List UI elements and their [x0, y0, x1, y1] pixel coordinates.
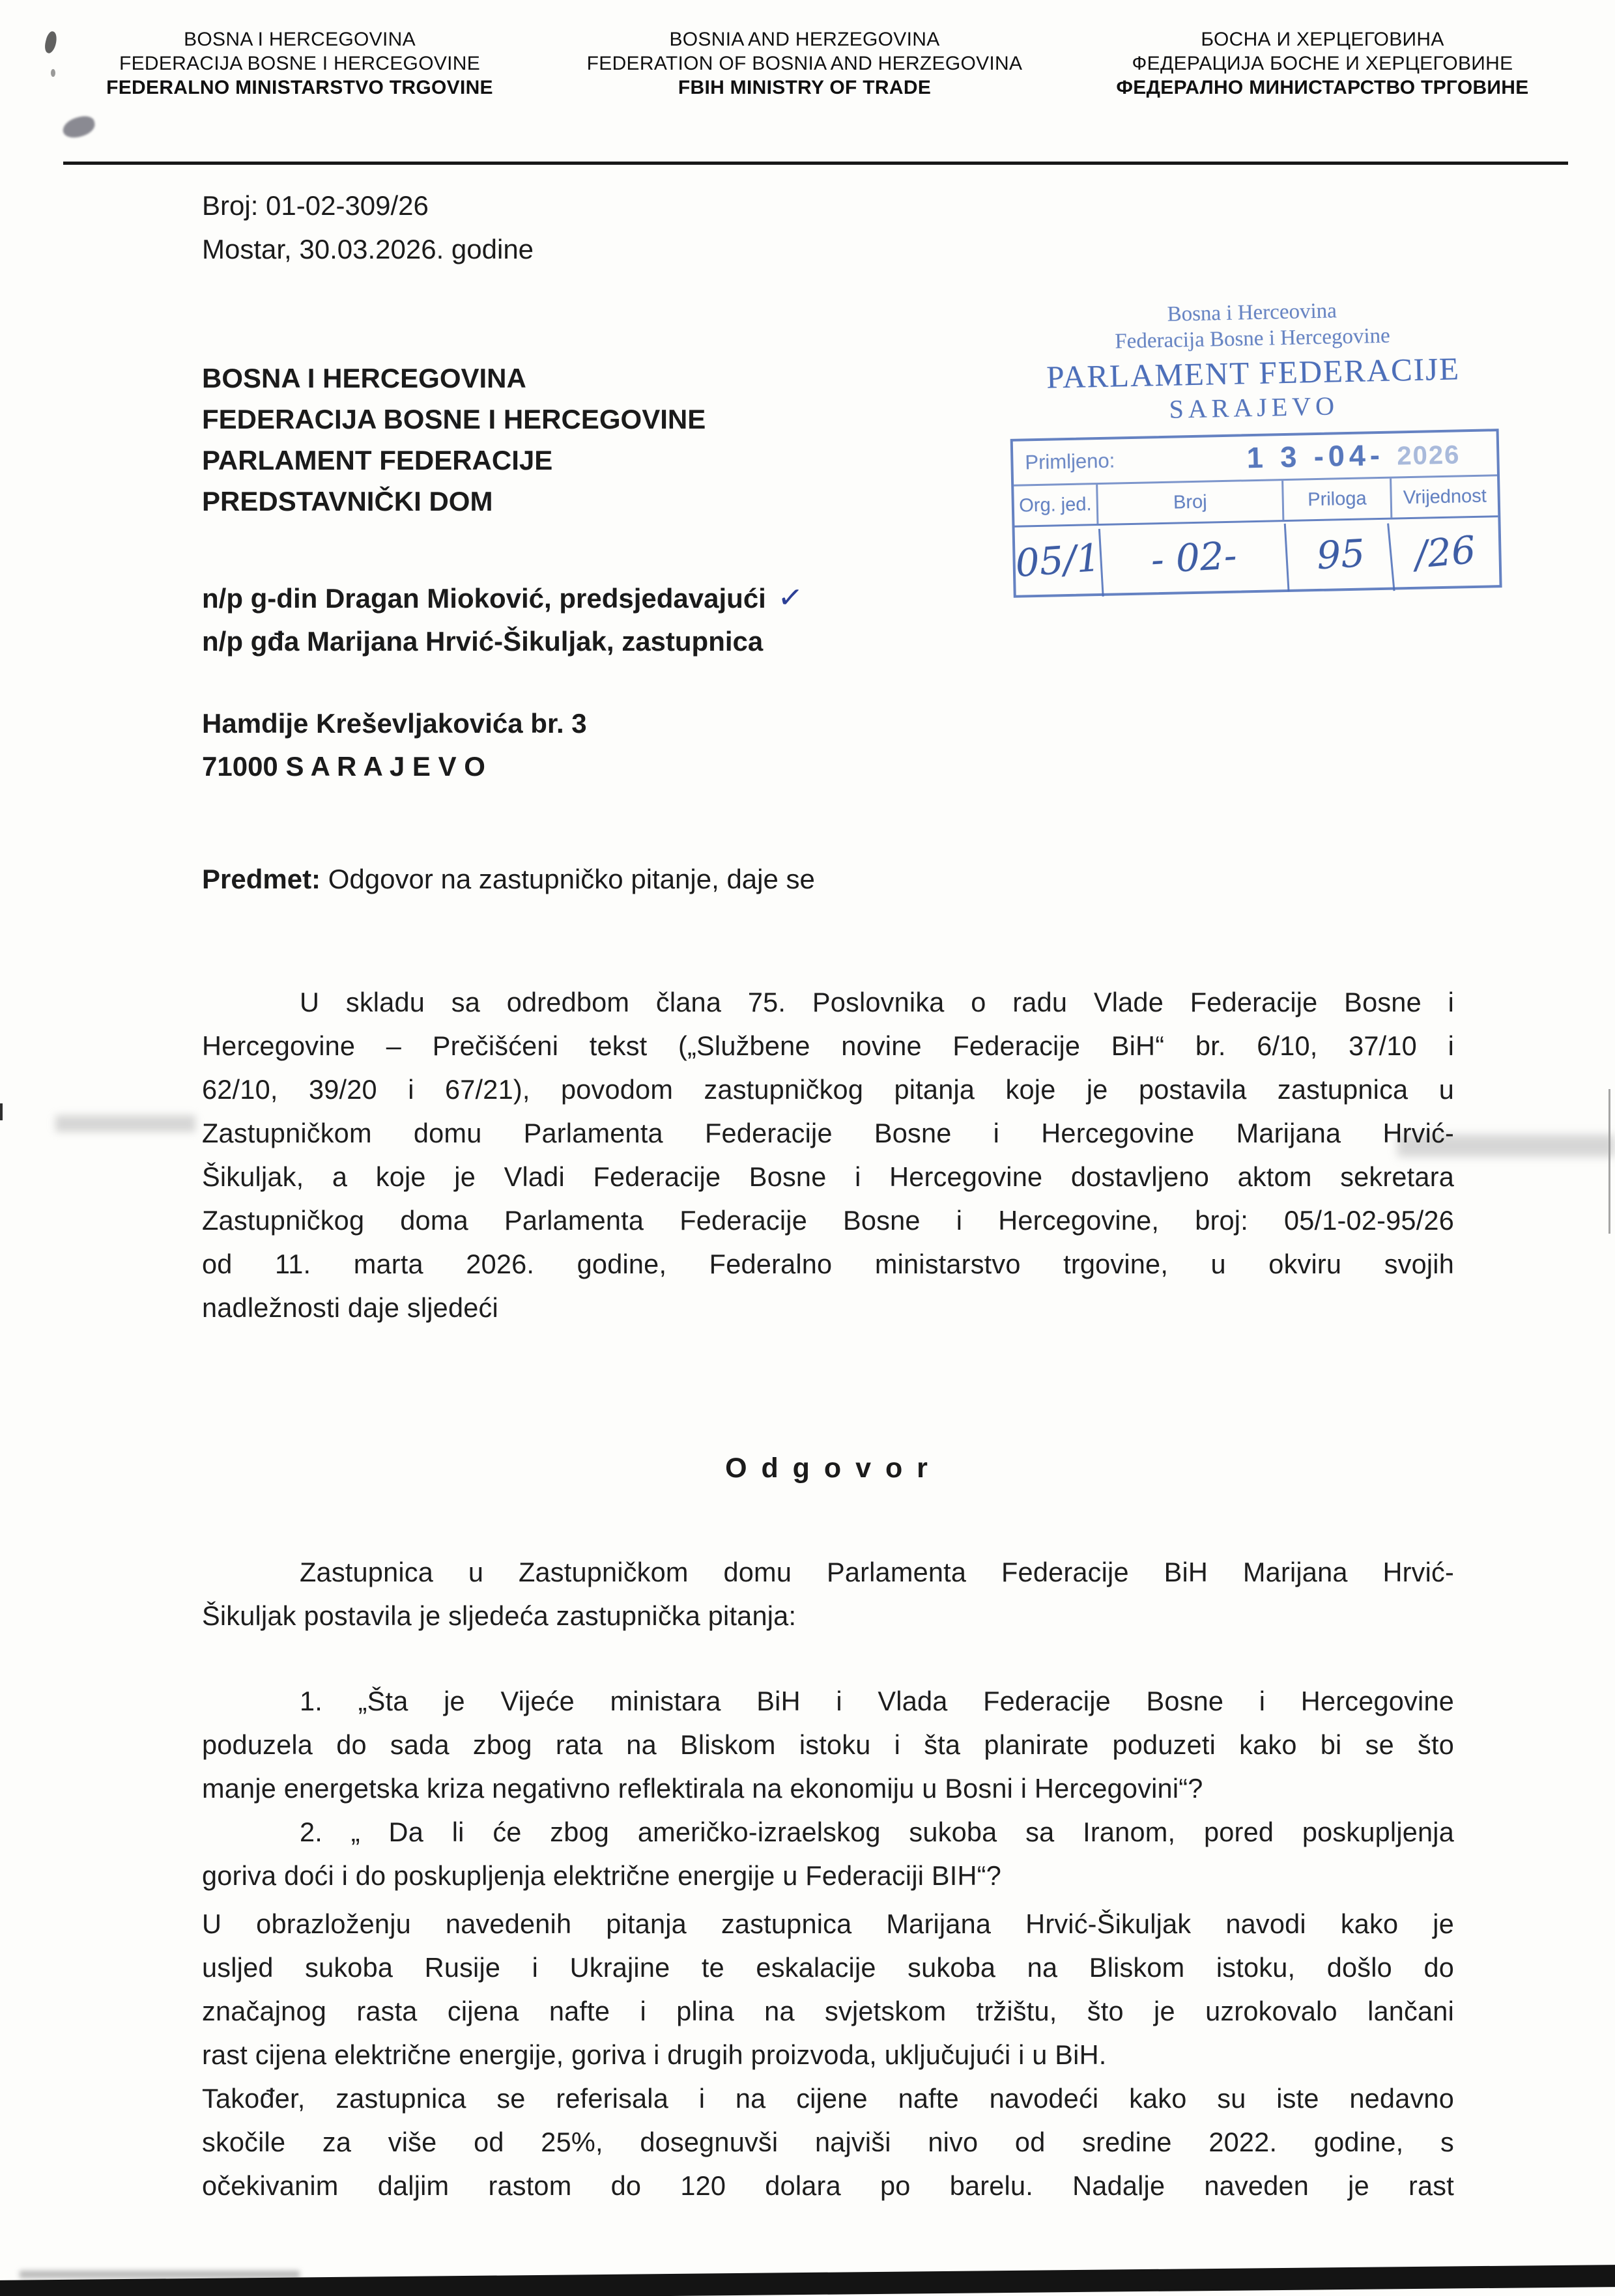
text-line: očekivanim daljim rastom do 120 dolara po barelu. Nadalje naveden je rast [202, 2170, 1454, 2201]
text-line: nadležnosti daje sljedeći [202, 1292, 498, 1323]
stamp-col-org: Org. jed. [1018, 493, 1092, 517]
text-line: BOSNA I HERCEGOVINA [184, 29, 416, 50]
scan-edge-shadow [0, 2265, 1615, 2296]
paragraph-explanation-2 [202, 2076, 1454, 2207]
stamp-val-broj: - 02- [1098, 518, 1287, 597]
stamp-date-year: 2026 [1396, 440, 1461, 471]
text-line: manje energetska kriza negativno reflektirala na ekonomiju u Bosni i Hercegovini“? [202, 1773, 1203, 1804]
text-line: PARLAMENT FEDERACIJE [202, 445, 553, 475]
city-line: 71000 S A R A J E V O [202, 751, 485, 782]
stamp-line: Federacija Bosne i Hercegovine [1114, 324, 1391, 354]
answer-heading: O d g o v o r [725, 1453, 931, 1484]
text-line: U skladu sa odredbom člana 75. Poslovnika o radu Vlade Federacije Bosne i [300, 987, 1454, 1017]
text-line: FEDERACIJA BOSNE I HERCEGOVINE [202, 404, 706, 434]
receipt-stamp [1005, 294, 1504, 598]
scan-edge-mark [0, 1103, 3, 1120]
header-divider [63, 162, 1568, 165]
text-line: FEDERATION OF BOSNIA AND HERZEGOVINA [586, 53, 1023, 74]
text-line: FBIH MINISTRY OF TRADE [678, 77, 932, 98]
text-line: Zastupničkog doma Parlamenta Federacije Bosne i Hercegovine, broj: 05/1-02-95/26 [202, 1205, 1454, 1236]
question-2 [202, 1810, 1454, 1897]
scan-speck [51, 69, 55, 77]
stamp-val-vrijednost: /26 [1388, 514, 1502, 591]
subject-line [202, 864, 815, 895]
stamp-city: SARAJEVO [1169, 391, 1339, 424]
paragraph-explanation-1 [202, 1902, 1454, 2076]
stamp-col-broj: Broj [1096, 481, 1282, 524]
letterhead-cyrillic [1072, 27, 1573, 100]
checkmark-icon: ✓ [776, 579, 805, 616]
text-line: ФЕДЕРАЦИЈА БОСНЕ И ХЕРЦЕГОВИНЕ [1132, 53, 1513, 74]
paragraph-intro [202, 980, 1454, 1329]
stamp-col-vrijednost: Vrijednost [1390, 476, 1498, 517]
text-line: Zastupnica u Zastupničkom domu Parlamenta Federacije BiH Marijana Hrvić- [300, 1557, 1454, 1587]
attention-line-2: n/p gđa Marijana Hrvić-Šikuljak, zastupnica [202, 626, 764, 657]
scan-speck [61, 114, 96, 140]
text-line: БОСНА И ХЕРЦЕГОВИНА [1201, 29, 1444, 50]
text-line: od 11. marta 2026. godine, Federalno ministarstvo trgovine, u okviru svojih [202, 1249, 1454, 1279]
text-line: usljed sukoba Rusije i Ukrajine te eskalacije sukoba na Bliskom istoku, došlo do [202, 1952, 1454, 1983]
address-block [202, 702, 587, 788]
text-line: U obrazloženju navedenih pitanja zastupnica Marijana Hrvić-Šikuljak navodi kako je [202, 1908, 1454, 1939]
text-line: 2. „ Da li će zbog američko-izraelskog sukoba sa Iranom, pored poskupljenja [300, 1817, 1454, 1847]
subject-text: Odgovor na zastupničko pitanje, daje se [321, 864, 815, 894]
reference-number: Broj: 01-02-309/26 [202, 190, 429, 221]
recipient-block [202, 358, 706, 522]
text-line: PREDSTAVNIČKI DOM [202, 486, 493, 517]
stamp-val-org: 05/1 [1014, 535, 1102, 586]
stamp-col-priloga: Priloga [1281, 479, 1390, 520]
text-line: Hercegovine – Prečišćeni tekst („Službene novine Federacije BiH“ br. 6/10, 37/10 i [202, 1030, 1454, 1061]
text-line: ФЕДЕРАЛНО МИНИСТАРСТВО ТРГОВИНЕ [1116, 77, 1529, 98]
text-line: Zastupničkom domu Parlamenta Federacije Bosne i Hercegovine Marijana Hrvić- [202, 1118, 1454, 1148]
text-line: goriva doći i do poskupljenja električne energije u Federaciji BIH“? [202, 1860, 1001, 1891]
question-1 [202, 1679, 1454, 1810]
stamp-val-priloga: 95 [1284, 518, 1396, 591]
attention-text: n/p g-din Dragan Mioković, predsjedavajući [202, 583, 766, 614]
text-line: 1. „Šta je Vijeće ministara BiH i Vlada Federacije Bosne i Hercegovine [300, 1686, 1454, 1716]
letterhead-english [557, 27, 1052, 100]
attention-line-1 [202, 576, 803, 620]
text-line: FEDERALNO MINISTARSTVO TRGOVINE [106, 77, 493, 98]
stamp-line: Bosna i Herceovina [1167, 299, 1337, 326]
text-line: značajnog rasta cijena nafte i plina na svjetskom tržištu, što je uzrokovalo lančani [202, 1996, 1454, 2026]
stamp-received-label: Primljeno: [1025, 449, 1115, 474]
subject-label: Predmet: [202, 864, 321, 894]
attention-block [202, 576, 803, 663]
text-line: poduzela do sada zbog rata na Bliskom istoku i šta planirate poduzeti kako bi se što [202, 1729, 1454, 1760]
scan-edge-mark [1608, 1089, 1610, 1234]
text-line: Također, zastupnica se referisala i na cijene nafte navodeći kako su iste nedavno [202, 2083, 1454, 2114]
text-line: skočile za više od 25%, dosegnuvši najviši nivo od sredine 2022. godine, s [202, 2127, 1454, 2157]
scan-smudge [55, 1115, 195, 1132]
paragraph-questions-intro [202, 1550, 1454, 1637]
place-and-date: Mostar, 30.03.2026. godine [202, 234, 534, 264]
scan-speck [43, 31, 59, 55]
stamp-table [1010, 429, 1502, 598]
reference-block [202, 184, 534, 271]
text-line: BOSNA I HERCEGOVINA [202, 363, 526, 393]
letterhead-bosnian [62, 27, 537, 100]
stamp-title: PARLAMENT FEDERACIJE [1046, 350, 1461, 395]
text-line: 62/10, 39/20 i 67/21), povodom zastupničkog pitanja koje je postavila zastupnica u [202, 1074, 1454, 1105]
text-line: BOSNIA AND HERZEGOVINA [669, 29, 940, 50]
text-line: rast cijena električne energije, goriva i drugih proizvoda, uključujući i u BiH. [202, 2039, 1107, 2070]
street-line: Hamdije Kreševljakovića br. 3 [202, 708, 587, 739]
text-line: Šikuljak, a koje je Vladi Federacije Bosne i Hercegovine dostavljeno aktom sekretara [202, 1161, 1454, 1192]
stamp-received-date [1237, 436, 1497, 475]
text-line: FEDERACIJA BOSNE I HERCEGOVINE [119, 53, 481, 74]
stamp-date-daymonth: 1 3 -04- [1246, 438, 1397, 475]
text-line: Šikuljak postavila je sljedeća zastupnička pitanja: [202, 1600, 797, 1631]
